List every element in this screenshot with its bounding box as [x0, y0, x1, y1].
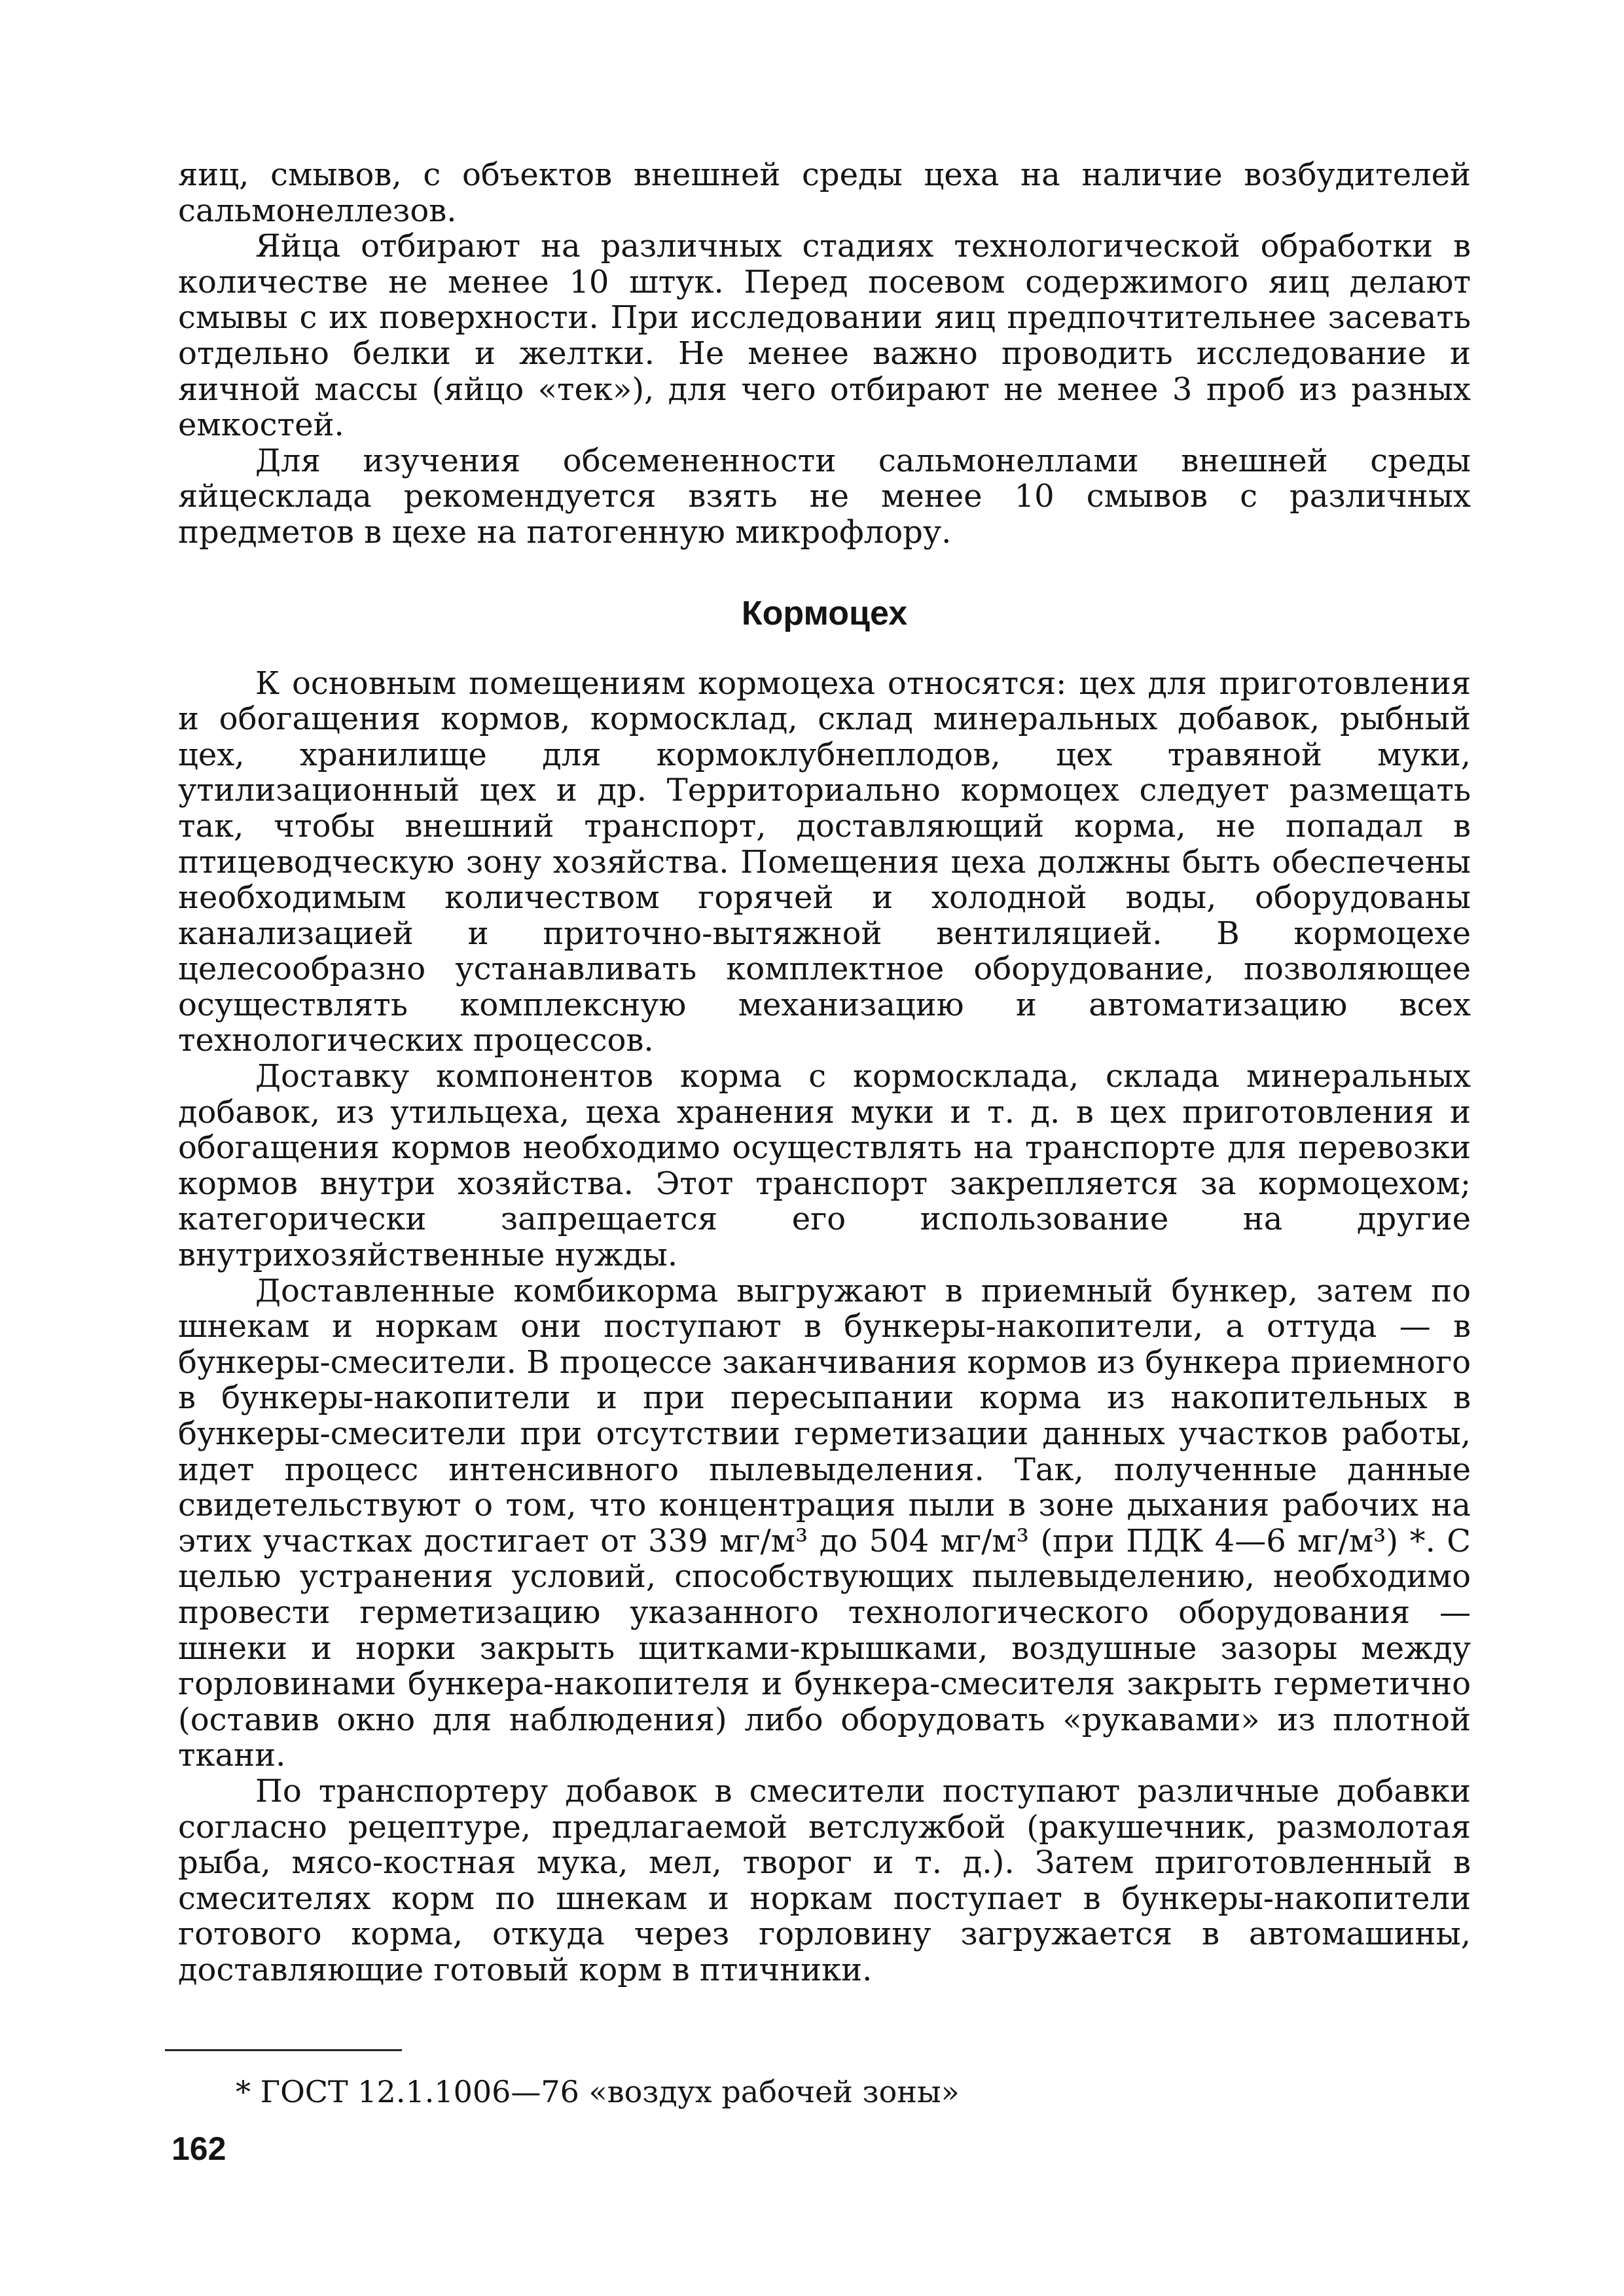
paragraph-dust-control: Доставленные комбикорма выгружают в приемный бункер, затем по шнекам и норкам они поступают в бункеры-накопители, а оттуда — в бункеры-смесители. В процессе заканчивания кормов из бункера приемного в бункеры-накопители и при пересыпании корма из накопительных в бункеры-смесители при отсутствии герметизации данных участков работы, идет процесс интенсивного пылевыделения. Так, полученные данные свидетельствуют о том, что концентрация пыли в зоне дыхания рабочих на этих участках достигает от 339 мг/м³ до 504 мг/м³ (при ПДК 4—6 мг/м³) *. С целью устранения условий, способствующих пылевыделению, необходимо провести герметизацию указанного технологического оборудования — шнеки и норки закрыть щитками-крышками, воздушные зазоры между горловинами бункера-накопителя и бункера-смесителя закрыть герметично (оставив окно для наблюдения) либо оборудовать «рукавами» из плотной ткани. — [178, 1272, 1471, 1774]
footnote: * ГОСТ 12.1.1006—76 «воздух рабочей зоны» — [236, 2074, 960, 2109]
main-text — [178, 157, 1471, 1988]
section-heading: Кормоцех — [741, 594, 908, 632]
paragraph-continuation: яиц, смывов, с объектов внешней среды цеха на наличие возбудителей сальмонеллезов. — [178, 156, 1471, 229]
footnote-divider — [165, 2049, 402, 2051]
paragraph-egg-sampling: Яйца отбирают на различных стадиях технологической обработки в количестве не менее 10 штук. Перед посевом содержимого яиц делают смывы с их поверхности. При исследовании яиц предпочтительнее засевать отдельно белки и желтки. Не менее важно проводить исследование и яичной массы (яйцо «тек»), для чего отбирают не менее 3 проб из разных емкостей. — [178, 228, 1471, 444]
page-number: 162 — [171, 2130, 226, 2167]
paragraph-feed-delivery: Доставку компонентов корма с кормосклада, склада минеральных добавок, из утильцеха, цеха хранения муки и т. д. в цех приготовления и обогащения кормов необходимо осуществлять на транспорте для перевозки кормов внутри хозяйства. Этот транспорт закрепляется за кормоцехом; категорически запрещается его использование на другие внутрихозяйственные нужды. — [178, 1058, 1471, 1274]
paragraph-egg-warehouse-swabs: Для изучения обсемененности сальмонеллами внешней среды яйцесклада рекомендуется взять не менее 10 смывов с различных предметов в цехе на патогенную микрофлору. — [178, 442, 1471, 551]
paragraph-feed-shop-premises: К основным помещениям кормоцеха относятся: цех для приготовления и обогащения кормов, кормосклад, склад минеральных добавок, рыбный цех, хранилище для кормоклубнеплодов, цех травяной муки, утилизационный цех и др. Территориально кормоцех следует размещать так, чтобы внешний транспорт, доставляющий корма, не попадал в птицеводческую зону хозяйства. Помещения цеха должны быть обеспечены необходимым количеством горячей и холодной воды, оборудованы канализацией и приточно-вытяжной вентиляцией. В кормоцехе целесообразно устанавливать комплектное оборудование, позволяющее осуществлять комплексную механизацию и автоматизацию всех технологических процессов. — [178, 665, 1471, 1059]
paragraph-additives: По транспортеру добавок в смесители поступают различные добавки согласно рецептуре, предлагаемой ветслужбой (ракушечник, размолотая рыба, мясо-костная мука, мел, творог и т. д.). Затем приготовленный в смесителях корм по шнекам и норкам поступает в бункеры-накопители готового корма, откуда через горловину загружается в автомашины, доставляющие готовый корм в птичники. — [178, 1772, 1471, 1988]
